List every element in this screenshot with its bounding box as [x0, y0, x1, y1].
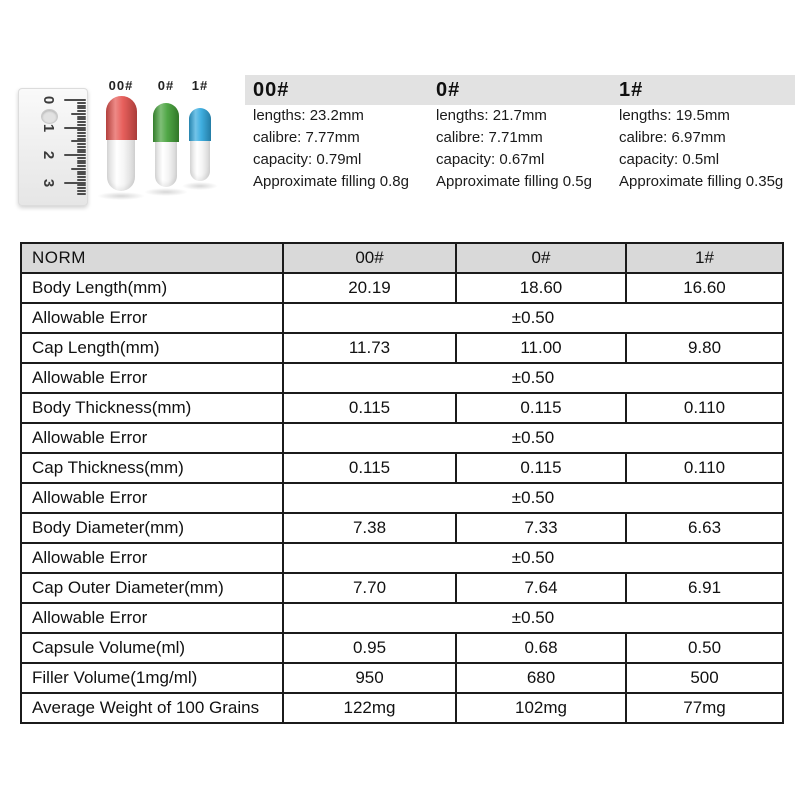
row-label: Body Length(mm) — [21, 273, 283, 303]
spec-table — [20, 242, 784, 724]
merged-value-cell: ±0.50 — [283, 483, 783, 513]
ruler-number: 1 — [40, 123, 57, 132]
value-cell: 0.115 — [283, 393, 456, 423]
ruler-tick — [77, 102, 86, 104]
value-cell: 7.70 — [283, 573, 456, 603]
ruler-number: 3 — [40, 178, 57, 187]
value-cell: 500 — [626, 663, 783, 693]
spec-size-heading: 0# — [436, 79, 461, 101]
ruler-number: 0 — [40, 95, 57, 105]
row-label: Allowable Error — [21, 483, 283, 513]
row-label: Allowable Error — [21, 363, 283, 393]
merged-value-cell: ±0.50 — [283, 603, 783, 633]
spec-lengths: lengths: 23.2mm — [253, 107, 364, 124]
value-cell: 16.60 — [626, 273, 783, 303]
table-row — [21, 393, 783, 423]
col-header-0: 0# — [456, 243, 626, 273]
norm-header: NORM — [21, 243, 283, 273]
row-label: Allowable Error — [21, 603, 283, 633]
ruler-tick — [77, 157, 86, 159]
norm-table-container — [20, 242, 784, 724]
row-label: Body Diameter(mm) — [21, 513, 283, 543]
value-cell: 950 — [283, 663, 456, 693]
table-row — [21, 363, 783, 393]
ruler-tick — [64, 99, 86, 101]
capsule-size-0 — [148, 78, 184, 196]
row-label: Allowable Error — [21, 543, 283, 573]
row-label: Cap Outer Diameter(mm) — [21, 573, 283, 603]
value-cell: 77mg — [626, 693, 783, 723]
ruler-number: 2 — [40, 150, 57, 160]
table-row — [21, 633, 783, 663]
capsule-size-00 — [101, 78, 141, 200]
ruler-tick — [77, 173, 86, 175]
value-cell: 9.80 — [626, 333, 783, 363]
value-cell: 20.19 — [283, 273, 456, 303]
spec-calibre: calibre: 7.71mm — [436, 129, 543, 146]
table-row — [21, 423, 783, 453]
ruler-tick — [77, 165, 86, 167]
table-row — [21, 513, 783, 543]
capsule-cap — [153, 103, 179, 142]
spec-calibre: calibre: 6.97mm — [619, 129, 726, 146]
row-label: Capsule Volume(ml) — [21, 633, 283, 663]
size-specs — [245, 75, 795, 210]
value-cell: 0.95 — [283, 633, 456, 663]
table-row — [21, 273, 783, 303]
spec-lengths: lengths: 21.7mm — [436, 107, 547, 124]
row-label: Average Weight of 100 Grains — [21, 693, 283, 723]
table-row — [21, 453, 783, 483]
ruler-tick — [71, 140, 86, 142]
table-row — [21, 333, 783, 363]
capsule-image — [189, 108, 211, 181]
spec-capacity: capacity: 0.5ml — [619, 151, 720, 168]
row-label: Allowable Error — [21, 303, 283, 333]
capsule-size-label: 00# — [108, 78, 134, 93]
col-header-1: 1# — [626, 243, 783, 273]
ruler-tick — [77, 184, 86, 186]
table-row — [21, 573, 783, 603]
value-cell: 7.64 — [456, 573, 626, 603]
value-cell: 0.50 — [626, 633, 783, 663]
ruler-tick — [77, 162, 86, 164]
ruler-tick — [77, 179, 86, 181]
ruler-tick — [77, 116, 86, 118]
spec-filling: Approximate filling 0.8g — [253, 173, 409, 190]
ruler-tick — [77, 151, 86, 153]
value-cell: 0.110 — [626, 453, 783, 483]
value-cell: 680 — [456, 663, 626, 693]
merged-value-cell: ±0.50 — [283, 543, 783, 573]
table-row — [21, 603, 783, 633]
value-cell: 0.110 — [626, 393, 783, 423]
spec-capacity: capacity: 0.67ml — [436, 151, 545, 168]
ruler-tick — [77, 190, 86, 192]
spec-size-heading: 1# — [619, 79, 644, 101]
capsule-cap — [106, 96, 137, 140]
ruler-tick — [77, 176, 86, 178]
capsule-shadow — [182, 182, 218, 190]
merged-value-cell: ±0.50 — [283, 363, 783, 393]
ruler-tick — [77, 146, 86, 148]
value-cell: 11.73 — [283, 333, 456, 363]
merged-value-cell: ±0.50 — [283, 423, 783, 453]
ruler-tick — [77, 118, 86, 120]
capsule-body — [107, 132, 134, 191]
ruler-tick — [77, 187, 86, 189]
capsule-shadow — [97, 192, 145, 200]
spec-lengths: lengths: 19.5mm — [619, 107, 730, 124]
ruler-tick — [77, 143, 86, 145]
merged-value-cell: ±0.50 — [283, 303, 783, 333]
spec-filling: Approximate filling 0.5g — [436, 173, 592, 190]
capsule-size-label: 0# — [157, 78, 175, 93]
spec-capacity: capacity: 0.79ml — [253, 151, 362, 168]
ruler-tick — [71, 168, 86, 170]
value-cell: 0.115 — [456, 393, 626, 423]
ruler-tick — [64, 154, 86, 156]
table-row — [21, 483, 783, 513]
ruler-tick — [77, 124, 86, 126]
table-row — [21, 693, 783, 723]
spec-size-heading: 00# — [253, 79, 290, 101]
row-label: Filler Volume(1mg/ml) — [21, 663, 283, 693]
ruler-graphic — [18, 88, 88, 206]
ruler-tick — [77, 138, 86, 140]
spec-calibre: calibre: 7.77mm — [253, 129, 360, 146]
ruler-tick — [77, 129, 86, 131]
table-row — [21, 663, 783, 693]
col-header-00: 00# — [283, 243, 456, 273]
table-header-row — [21, 243, 783, 273]
ruler-tick — [77, 135, 86, 137]
ruler-tick — [71, 113, 86, 115]
capsule-image — [153, 103, 179, 187]
capsule-body — [155, 135, 178, 187]
capsule-shadow — [144, 188, 187, 196]
value-cell: 18.60 — [456, 273, 626, 303]
table-row — [21, 543, 783, 573]
row-label: Allowable Error — [21, 423, 283, 453]
ruler-tick — [77, 171, 86, 173]
capsule-size-label: 1# — [191, 78, 209, 93]
table-row — [21, 303, 783, 333]
value-cell: 7.38 — [283, 513, 456, 543]
ruler-tick — [77, 193, 86, 195]
value-cell: 6.91 — [626, 573, 783, 603]
spec-column-00 — [245, 75, 428, 193]
row-label: Body Thickness(mm) — [21, 393, 283, 423]
value-cell: 0.115 — [456, 453, 626, 483]
capsule-size-1 — [185, 78, 215, 190]
ruler-tick — [77, 121, 86, 123]
ruler-tick — [77, 107, 86, 109]
spec-column-1 — [611, 75, 794, 193]
capsule-image — [106, 96, 137, 191]
row-label: Cap Length(mm) — [21, 333, 283, 363]
ruler-tick — [77, 160, 86, 162]
ruler-tick — [77, 149, 86, 151]
value-cell: 0.115 — [283, 453, 456, 483]
capsule-cap — [189, 108, 211, 141]
value-cell: 102mg — [456, 693, 626, 723]
ruler-tick — [64, 127, 86, 129]
value-cell: 11.00 — [456, 333, 626, 363]
value-cell: 0.68 — [456, 633, 626, 663]
ruler-tick — [64, 182, 86, 184]
capsule-body — [190, 136, 209, 181]
spec-column-0 — [428, 75, 611, 193]
value-cell: 122mg — [283, 693, 456, 723]
value-cell: 6.63 — [626, 513, 783, 543]
value-cell: 7.33 — [456, 513, 626, 543]
row-label: Cap Thickness(mm) — [21, 453, 283, 483]
ruler-tick — [77, 132, 86, 134]
spec-filling: Approximate filling 0.35g — [619, 173, 784, 190]
ruler-tick — [77, 105, 86, 107]
ruler-tick — [77, 110, 86, 112]
